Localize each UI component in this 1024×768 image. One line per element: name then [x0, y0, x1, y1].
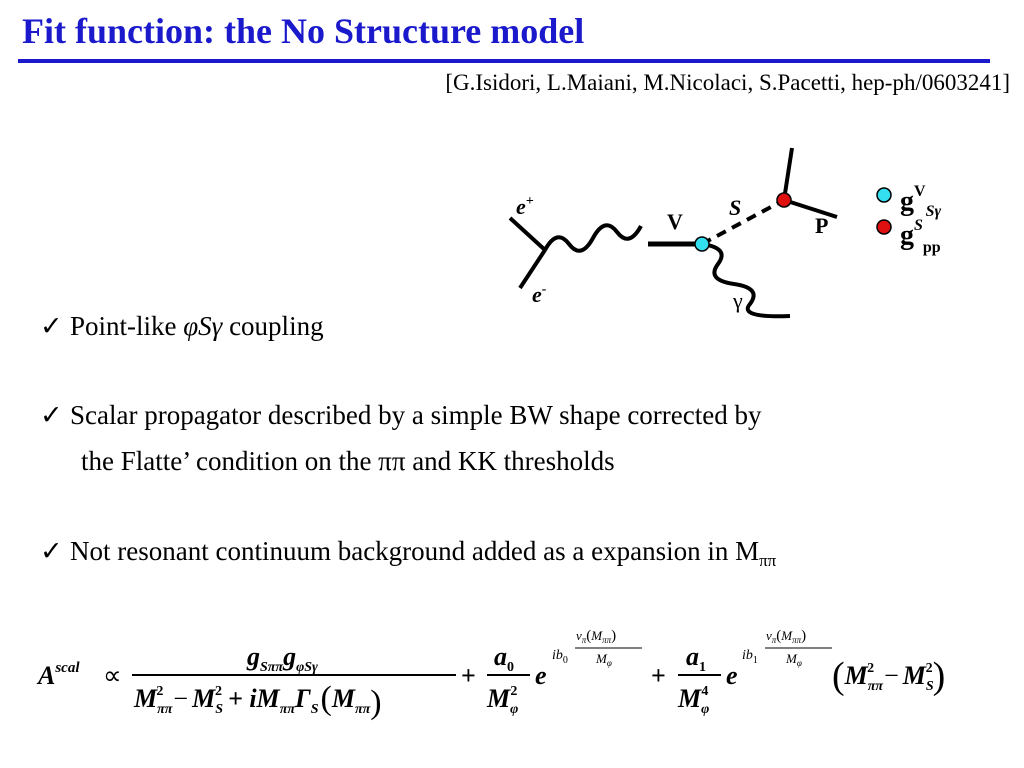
- checkmark-icon: ✓: [40, 400, 63, 430]
- bullet-continuum-background: ✓ Not resonant continuum background added as a expansion in $M_{\pi\pi}$: [40, 536, 777, 570]
- formula-last-term: (Mππ2 $_-$ MS2): [832, 655, 946, 697]
- formula-propto: ∝: [103, 661, 122, 690]
- exponent-ib1: $ib_1$: [742, 648, 758, 666]
- formula-a0: $a_0$: [494, 642, 514, 675]
- formula-exp-1: e: [535, 661, 547, 690]
- e-plus-label: e+: [516, 194, 534, 219]
- formula-A: $A^{scal}$: [38, 660, 80, 690]
- slide-title: Fit function: the No Structure model: [22, 11, 585, 51]
- formula-numerator-1: $g_{S\pi\pi}g_{\varphi S\gamma}$: [247, 642, 318, 675]
- checkmark-icon: ✓: [40, 311, 63, 341]
- coupling-glyphs: φSγ: [183, 311, 223, 341]
- formula-plus-2: +: [651, 661, 666, 690]
- formula-mphi-2: $M_\varphi 2$: [487, 684, 519, 717]
- formula-plus-1: +: [461, 661, 476, 690]
- exponent-ib0: $ib_0$: [552, 648, 568, 666]
- s-label: S: [729, 195, 742, 220]
- bullet-point-like: ✓ Point-like φSγ coupling: [40, 311, 324, 341]
- bullet-scalar-propagator: ✓ Scalar propagator described by a simple BW shape corrected by: [40, 400, 762, 430]
- formula-mphi-4: $M_\varphi 4$: [678, 684, 710, 717]
- reference-citation: [G.Isidori, L.Maiani, M.Nicolaci, S.Pacetti, hep-ph/0603241]: [445, 70, 1010, 95]
- exponent-1-denominator: $M_\varphi$: [596, 651, 612, 668]
- e-minus-label: e-: [532, 282, 547, 307]
- v-label: V: [667, 209, 683, 234]
- checkmark-icon: ✓: [40, 536, 63, 566]
- p-label: P: [815, 213, 829, 238]
- gamma-label: γ: [733, 288, 743, 313]
- formula-a1: $a_1$: [686, 642, 706, 675]
- legend-gspp: $g^S_{pp}$: [900, 217, 941, 256]
- exponent-1-numerator: $\nu_\pi(M_{\pi\pi})$: [576, 628, 617, 645]
- legend-gvsg: $g^V_{S\gamma}$: [900, 183, 942, 220]
- exponent-2-denominator: $M_\varphi$: [786, 651, 802, 668]
- bullet-scalar-propagator-line2: the Flatte’ condition on the ππ and KK thresholds: [81, 446, 615, 476]
- formula-exp-2: e: [726, 661, 738, 690]
- exponent-2-numerator: $\nu_\pi(M_{\pi\pi})$: [766, 628, 807, 645]
- formula-denominator-1: $M_{\pi\pi}2 - M_S2 + iM_{\pi\pi}\Gamma_S(M_{\pi\pi})$: [134, 680, 382, 721]
